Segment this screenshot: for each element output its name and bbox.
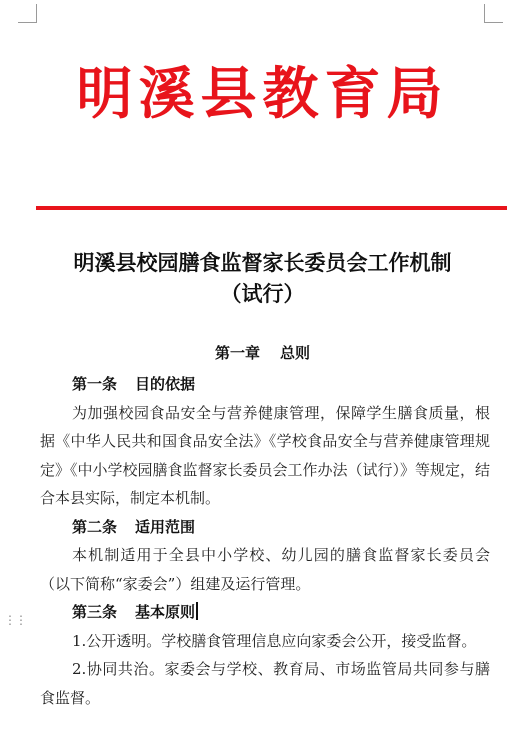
article-number: 第二条 xyxy=(72,517,118,536)
article-paragraph: 为加强校园食品安全与营养健康管理，保障学生膳食质量，根据《中华人民共和国食品安全法》《学校食品安全与营养健康管理规定》《中小学校园膳食监督家长委员会工作办法（试行）》等规定，结合本县实际，制定本机制。 xyxy=(40,403,491,507)
article-title: 适用范围 xyxy=(135,517,196,536)
article-heading xyxy=(40,598,490,627)
document-title-line-2: （试行） xyxy=(220,281,305,306)
masthead-red-rule xyxy=(36,206,507,210)
article-paragraph: 1.公开透明。学校膳食管理信息应向家委会公开，接受监督。 xyxy=(72,631,477,650)
document-title xyxy=(20,247,505,309)
chapter-number: 第一章 xyxy=(214,344,260,362)
article-paragraph: 2.协同共治。家委会与学校、教育局、市场监管局共同参与膳食监督。 xyxy=(40,660,490,707)
article-heading xyxy=(40,513,490,542)
chapter-heading xyxy=(0,342,525,364)
crop-mark-top-left xyxy=(18,4,37,23)
chapter-name: 总则 xyxy=(280,344,311,362)
masthead-org-name: 明溪县教育局 xyxy=(76,61,449,127)
article-paragraph: 本机制适用于全县中小学校、幼儿园的膳食监督家长委员会（以下简称“家委会”）组建及运行管理。 xyxy=(40,546,490,593)
drag-handle-icon[interactable]: ⋮⋮ xyxy=(4,613,26,627)
article-title: 目的依据 xyxy=(135,375,196,393)
article-heading xyxy=(40,370,490,399)
document-body[interactable] xyxy=(40,370,490,712)
article-number: 第一条 xyxy=(72,375,118,393)
document-title-line-1: 明溪县校园膳食监督家长委员会工作机制 xyxy=(73,250,452,275)
article-title: 基本原则 xyxy=(135,603,196,621)
article-number: 第三条 xyxy=(72,603,118,621)
text-cursor xyxy=(196,602,198,620)
crop-mark-top-right xyxy=(484,4,503,23)
